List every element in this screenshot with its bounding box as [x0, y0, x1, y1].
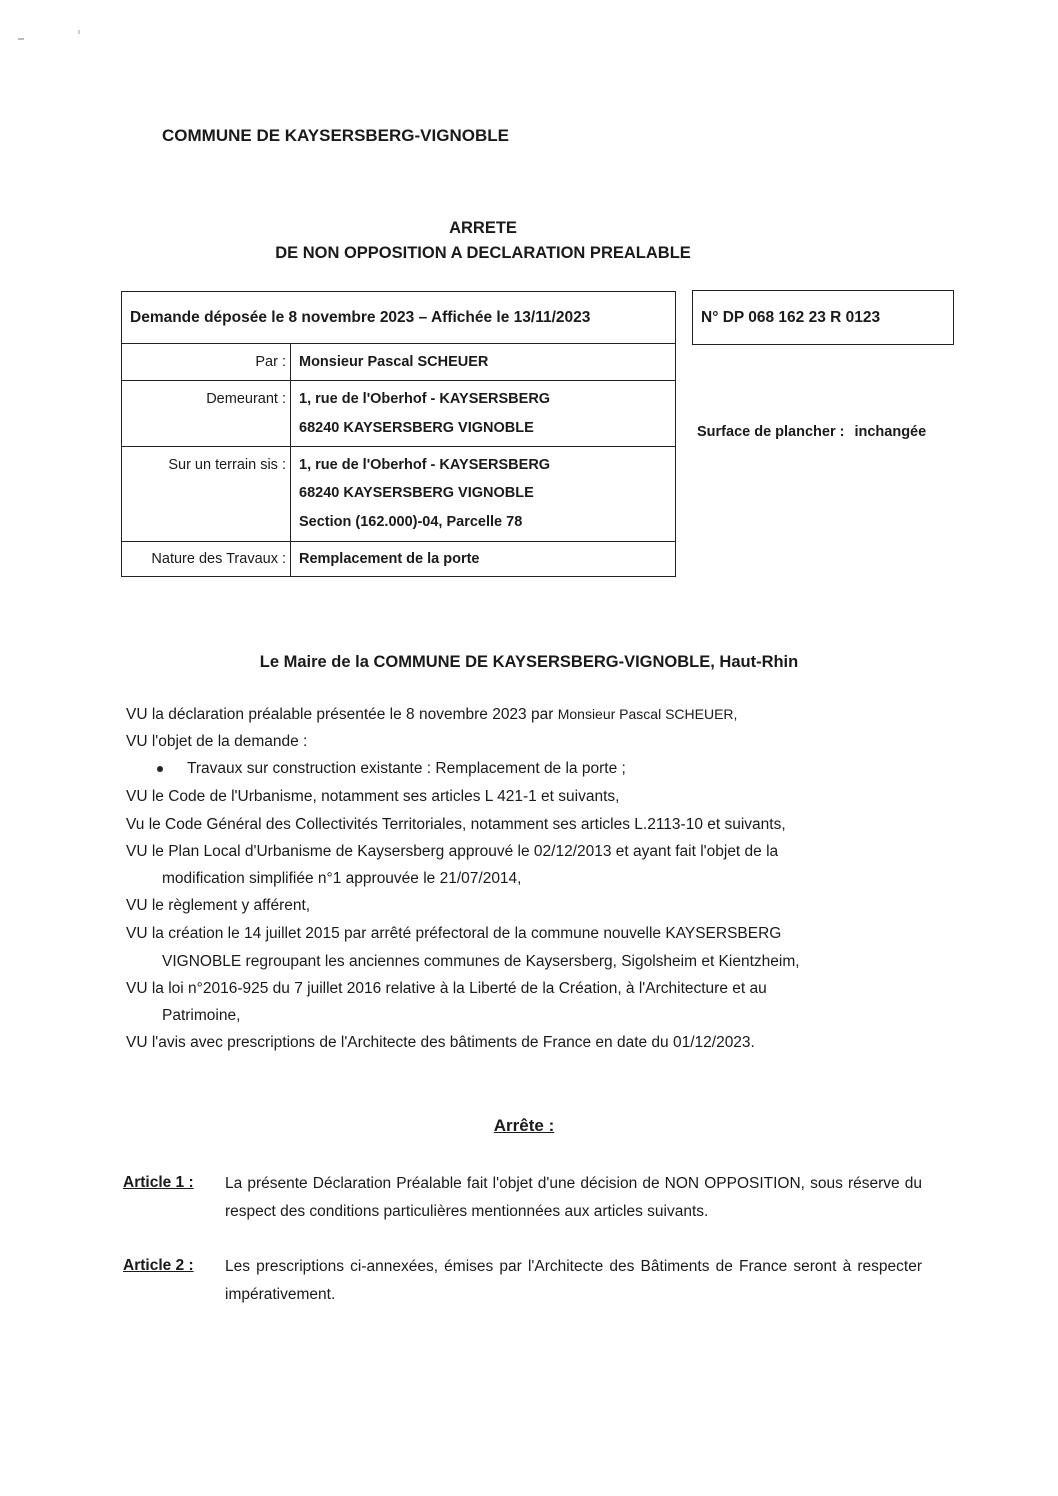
- arrete-heading: Arrête :: [493, 1116, 555, 1135]
- document-subtitle: DE NON OPPOSITION A DECLARATION PREALABLE: [275, 244, 691, 262]
- visa-code-collectivites: Vu le Code Général des Collectivités Territoriales, notamment ses articles L.2113-10 et suivants,: [126, 816, 786, 833]
- table-divider: [122, 380, 675, 381]
- visa-loi: VU la loi n°2016-925 du 7 juillet 2016 relative à la Liberté de la Création, à l'Architecture et au: [126, 980, 767, 997]
- land-street: 1, rue de l'Oberhof - KAYSERSBERG: [299, 457, 551, 473]
- commune-heading: COMMUNE DE KAYSERSBERG-VIGNOBLE: [162, 126, 509, 145]
- visa-creation-cont: VIGNOBLE regroupant les anciennes communes de Kaysersberg, Sigolsheim et Kientzheim,: [162, 953, 800, 970]
- visa-code-urbanisme: VU le Code de l'Urbanisme, notamment ses articles L 421-1 et suivants,: [126, 788, 620, 805]
- applicant-label: Par :: [255, 354, 286, 370]
- article-2-text: Les prescriptions ci-annexées, émises par l'Architecte des Bâtiments de France seront à respecter impérativement.: [225, 1258, 922, 1303]
- request-info-table: [121, 291, 676, 577]
- residence-street: 1, rue de l'Oberhof - KAYSERSBERG: [299, 391, 551, 407]
- article-1-label: Article 1 :: [123, 1174, 194, 1191]
- request-date-header: Demande déposée le 8 novembre 2023 – Affichée le 13/11/2023: [122, 292, 675, 344]
- visa-reglement: VU le règlement y afférent,: [126, 897, 311, 914]
- table-divider: [122, 446, 675, 447]
- visa-plu: VU le Plan Local d'Urbanisme de Kaysersberg approuvé le 02/12/2013 et ayant fait l'objet de la: [126, 843, 779, 860]
- bullet-item: [157, 760, 626, 778]
- scan-artifact: [78, 30, 80, 34]
- bullet-icon: [157, 766, 163, 772]
- visa-declaration: VU la déclaration préalable présentée le 8 novembre 2023 par Monsieur Pascal SCHEUER,: [126, 706, 738, 723]
- residence-label: Demeurant :: [206, 391, 286, 407]
- works-value: Remplacement de la porte: [299, 551, 480, 567]
- bullet-text: Travaux sur construction existante : Remplacement de la porte ;: [187, 760, 626, 777]
- applicant-name: Monsieur Pascal SCHEUER: [299, 354, 489, 370]
- land-label: Sur un terrain sis :: [168, 457, 286, 473]
- residence-city: 68240 KAYSERSBERG VIGNOBLE: [299, 420, 534, 436]
- scan-artifact: [18, 38, 24, 40]
- visa-object: VU l'objet de la demande :: [126, 733, 308, 750]
- floor-surface: [697, 424, 926, 440]
- works-label: Nature des Travaux :: [151, 551, 286, 567]
- floor-surface-value: inchangée: [854, 424, 927, 440]
- visa-loi-cont: Patrimoine,: [162, 1007, 241, 1024]
- floor-surface-label: Surface de plancher :: [697, 424, 845, 440]
- visa-abf: VU l'avis avec prescriptions de l'Architecte des bâtiments de France en date du 01/12/2023.: [126, 1034, 755, 1051]
- visa-creation: VU la création le 14 juillet 2015 par arrêté préfectoral de la commune nouvelle KAYSERSBERG: [126, 925, 782, 942]
- article-2-label: Article 2 :: [123, 1257, 194, 1274]
- land-city: 68240 KAYSERSBERG VIGNOBLE: [299, 485, 534, 501]
- article-1-text: La présente Déclaration Préalable fait l'objet d'une décision de NON OPPOSITION, sous réserve du respect des conditions particulières mentionnées aux articles suivants.: [225, 1175, 922, 1220]
- land-parcel: Section (162.000)-04, Parcelle 78: [299, 514, 523, 530]
- table-divider: [122, 541, 675, 542]
- document-title: ARRETE: [449, 219, 517, 237]
- file-number: N° DP 068 162 23 R 0123: [692, 290, 954, 345]
- visa-plu-cont: modification simplifiée n°1 approuvée le 21/07/2014,: [162, 870, 522, 887]
- mayor-heading: Le Maire de la COMMUNE DE KAYSERSBERG-VIGNOBLE, Haut-Rhin: [259, 653, 799, 671]
